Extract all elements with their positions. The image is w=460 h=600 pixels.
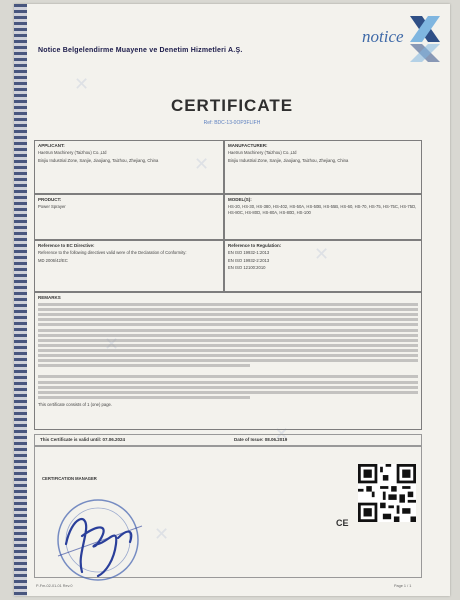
manufacturer-box <box>224 140 422 194</box>
logo-text: notice <box>362 27 404 46</box>
remarks-label: REMARKS <box>38 295 61 300</box>
valid-until: This Certificate is valid until: 07.06.2024 <box>40 437 126 442</box>
remarks-text <box>35 303 421 399</box>
ce-mark: CE <box>336 518 349 528</box>
applicant-company: Haetrun Machinery (Taizhou) Co.,Ltd <box>38 150 107 155</box>
regulation-standard: EN ISO 19932-1:2013 <box>228 250 270 255</box>
watermark-mark: ✕ <box>314 244 330 264</box>
models-value: HS-20, HS-30, HS-380, HS-402, HS-50A, HS-50B, HS-55B, HS-60, HS-70, HS-75, HS-75C, HS-75D, HS-80C, HS-80D, HS-80A, HS-80D, HS-100 <box>228 204 417 215</box>
remarks-last-line: This certificate consists of 1 (one) page. <box>38 401 113 407</box>
directive-text: Reference to the following directives valid were of the Declaration of Conformity: <box>38 250 187 255</box>
watermark-mark: ✕ <box>194 154 210 174</box>
watermark-mark: ✕ <box>154 524 170 544</box>
certificate-document <box>14 4 450 596</box>
directive-box <box>34 240 224 292</box>
logo-x-icon <box>408 14 442 64</box>
regulation-standard: EN ISO 19932-2:2013 <box>228 257 270 263</box>
applicant-address: Binjiu Industrial Zone, Sanjie, Jiaojiang, Taizhou, Zhejiang, China <box>38 157 159 163</box>
manufacturer-company: Haetrun Machinery (Taizhou) Co.,Ltd <box>228 150 297 155</box>
applicant-box <box>34 140 224 194</box>
directive-label: Reference to EC Directive: <box>38 243 95 248</box>
footer-left: P-Fm-02-01-01 Rev.0 <box>36 584 73 588</box>
models-box <box>224 194 422 240</box>
watermark-mark: ✕ <box>74 74 90 94</box>
regulation-box <box>224 240 422 292</box>
models-label: MODEL(S): <box>228 197 252 202</box>
certificate-title: CERTIFICATE <box>170 96 294 115</box>
directive-code: MD 2006/42/EC <box>38 257 68 263</box>
signature-stamp <box>38 486 154 590</box>
remarks-box <box>34 292 422 430</box>
manufacturer-address: Binjiu Industrial Zone, Sanjie, Jiaojiang, Taizhou, Zhejiang, China <box>228 157 349 163</box>
issuer-name: Notice Belgelendirme Muayene ve Denetim Hizmetleri A.Ş. <box>38 47 243 54</box>
notice-logo <box>362 12 442 66</box>
signature-label: CERTIFICATION MANAGER <box>42 476 97 481</box>
product-value: Power Sprayer <box>38 204 66 209</box>
watermark-mark: ✕ <box>274 424 290 444</box>
spiral-binding <box>14 4 27 596</box>
product-label: PRODUCT: <box>38 197 62 202</box>
footer-right: Page 1 / 1 <box>394 584 412 588</box>
regulation-standard: EN ISO 12100:2010 <box>228 265 266 271</box>
certificate-reference: Ref: BDC-13-0OP3FLIFH <box>203 120 261 126</box>
regulation-label: Reference to Regulation: <box>228 243 282 248</box>
product-box <box>34 194 224 240</box>
manufacturer-label: MANUFACTURER: <box>228 143 268 148</box>
applicant-label: APPLICANT: <box>38 143 65 148</box>
qr-code <box>358 464 416 522</box>
date-of-issue: Date of Issue: 08.06.2019 <box>234 437 288 442</box>
